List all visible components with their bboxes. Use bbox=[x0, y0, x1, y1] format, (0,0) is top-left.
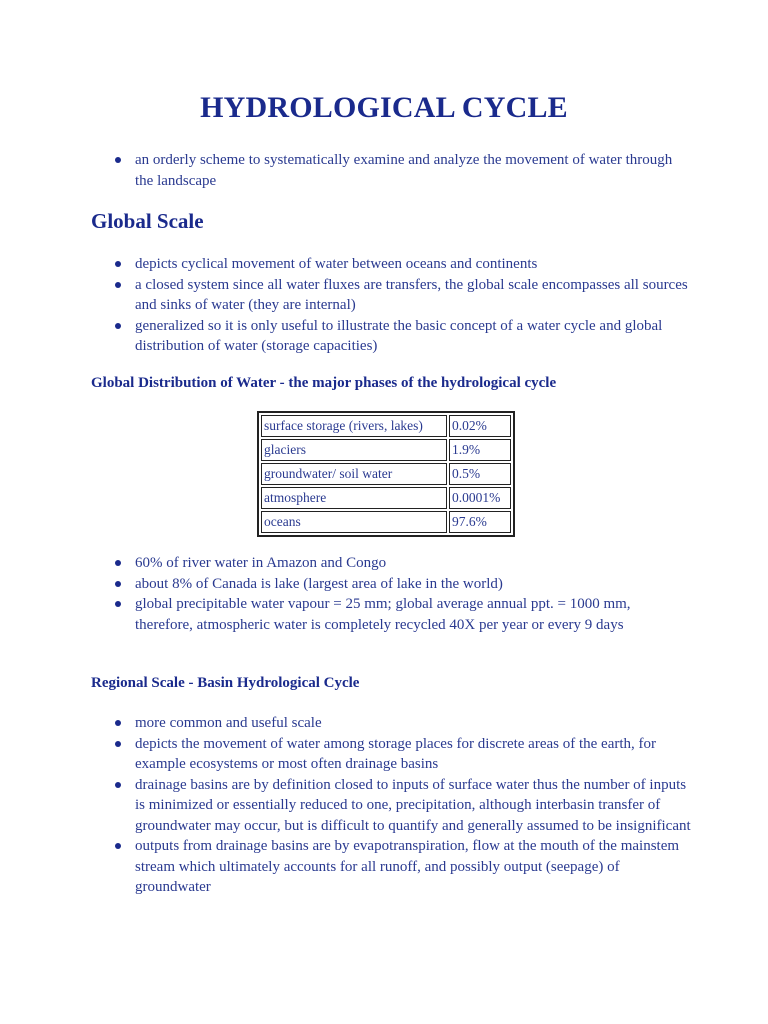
list-item: an orderly scheme to systematically examine and analyze the movement of water through the landscape bbox=[91, 150, 691, 191]
list-item: a closed system since all water fluxes are transfers, the global scale encompasses all sources and sinks of water (they are internal) bbox=[91, 275, 691, 316]
table-row bbox=[261, 511, 511, 533]
list-item: generalized so it is only useful to illustrate the basic concept of a water cycle and global distribution of water (storage capacities) bbox=[91, 316, 691, 357]
table-cell-phase: groundwater/ soil water bbox=[261, 463, 447, 485]
table-cell-percent: 0.0001% bbox=[449, 487, 511, 509]
list-item: 60% of river water in Amazon and Congo bbox=[91, 553, 691, 574]
list-item: about 8% of Canada is lake (largest area of lake in the world) bbox=[91, 574, 691, 595]
table-row bbox=[261, 463, 511, 485]
table-cell-percent: 0.02% bbox=[449, 415, 511, 437]
table-cell-percent: 1.9% bbox=[449, 439, 511, 461]
global-scale-heading: Global Scale bbox=[91, 209, 204, 233]
table-cell-phase: atmosphere bbox=[261, 487, 447, 509]
intro-list bbox=[91, 150, 691, 191]
list-item: global precipitable water vapour = 25 mm; global average annual ppt. = 1000 mm, therefore, atmospheric water is completely recycled 40X per year or every 9 days bbox=[91, 594, 691, 635]
regional-scale-list bbox=[91, 713, 691, 898]
list-item: depicts the movement of water among storage places for discrete areas of the earth, for example ecosystems or most often drainage basins bbox=[91, 734, 691, 775]
page-title: HYDROLOGICAL CYCLE bbox=[200, 91, 568, 124]
table-row bbox=[261, 415, 511, 437]
list-item: more common and useful scale bbox=[91, 713, 691, 734]
table-cell-phase: glaciers bbox=[261, 439, 447, 461]
table-cell-percent: 97.6% bbox=[449, 511, 511, 533]
water-distribution-table bbox=[257, 411, 515, 537]
table-cell-phase: oceans bbox=[261, 511, 447, 533]
list-item: outputs from drainage basins are by evapotranspiration, flow at the mouth of the mainstem stream which ultimately accounts for all runoff, and possibly output (seepage) of groundwater bbox=[91, 836, 691, 898]
distribution-facts-list bbox=[91, 553, 691, 635]
table-cell-percent: 0.5% bbox=[449, 463, 511, 485]
list-item: drainage basins are by definition closed to inputs of surface water thus the number of inputs is minimized or essentially reduced to one, precipitation, although interbasin transfer of groundwater may occur, but is difficult to quantify and generally assumed to be insignificant bbox=[91, 775, 691, 837]
table-cell-phase: surface storage (rivers, lakes) bbox=[261, 415, 447, 437]
list-item: depicts cyclical movement of water between oceans and continents bbox=[91, 254, 691, 275]
global-scale-list bbox=[91, 254, 691, 357]
distribution-heading: Global Distribution of Water - the major phases of the hydrological cycle bbox=[91, 375, 557, 391]
table-row bbox=[261, 439, 511, 461]
table-row bbox=[261, 487, 511, 509]
regional-scale-heading: Regional Scale - Basin Hydrological Cycle bbox=[91, 675, 360, 691]
